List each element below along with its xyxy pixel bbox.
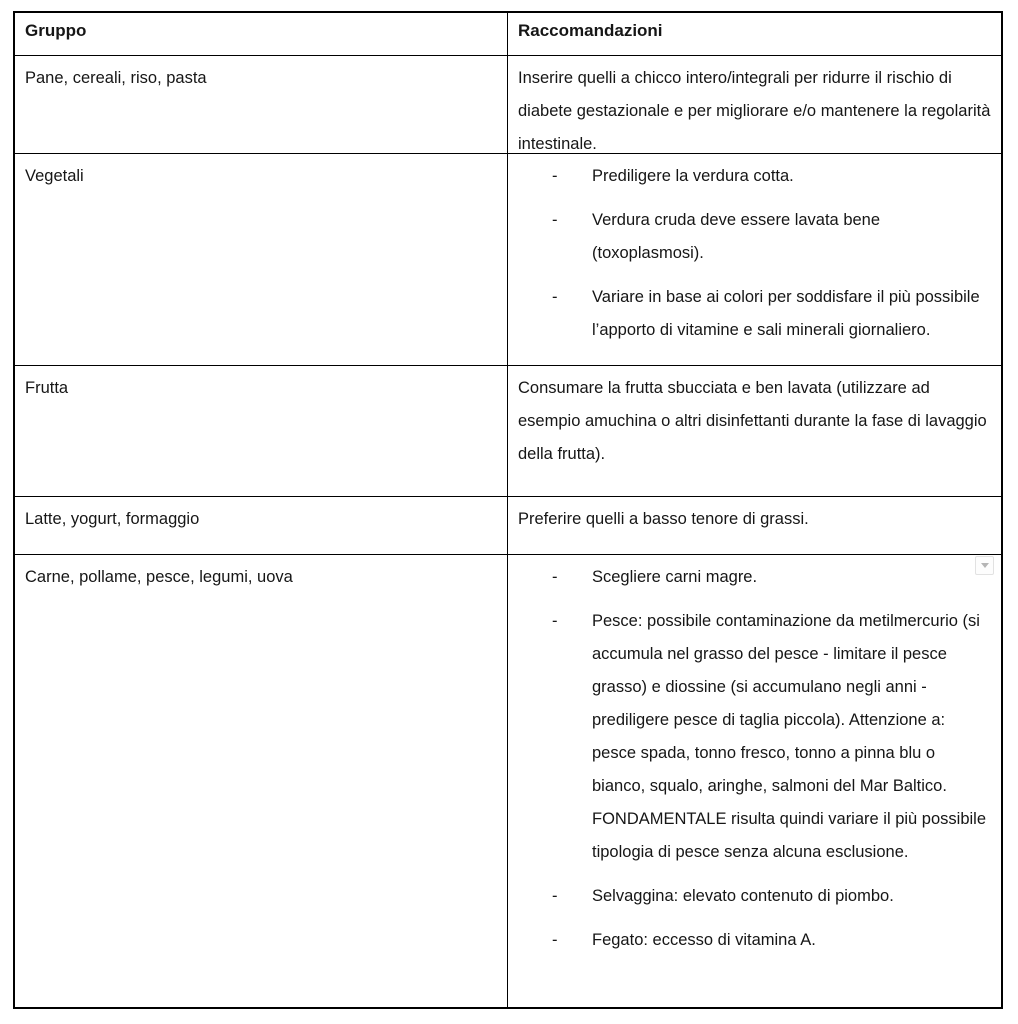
raccomandazioni-cell — [508, 56, 1001, 153]
chevron-down-icon — [981, 563, 989, 568]
bullet-text: Selvaggina: elevato contenuto di piombo. — [592, 887, 894, 905]
table-row-pane-cereali — [15, 55, 1001, 153]
recommendation-text: Preferire quelli a basso tenore di grassi. — [518, 510, 809, 528]
gruppo-cell: Carne, pollame, pesce, legumi, uova — [15, 555, 508, 1007]
raccomandazioni-cell — [508, 366, 1001, 496]
gruppo-cell: Frutta — [15, 366, 508, 496]
table-header-row — [15, 13, 1001, 55]
dash-bullet-marker: - — [552, 568, 558, 586]
dash-bullet-marker: - — [552, 211, 558, 229]
bullet-item — [518, 924, 991, 957]
bullet-text: Verdura cruda deve essere lavata bene (toxoplasmosi). — [592, 211, 881, 262]
recommendation-text: Inserire quelli a chicco intero/integrali per ridurre il rischio di diabete gestazionale e per migliorare e/o mantenere la regolarità intestinale. — [518, 69, 991, 153]
bullet-text: Pesce: possibile contaminazione da metilmercurio (si accumula nel grasso del pesce - limitare il pesce grasso) e diossine (si accumulano negli anni - prediligere pesce di taglia piccola). Attenzione a: pesce spada, tonno fresco, tonno a pinna blu o bianco, squalo, aringhe, salmoni del Mar Baltico. FONDAMENTALE risulta quindi variare il più possibile tipologia di pesce senza alcuna esclusione. — [592, 612, 987, 861]
table-row-latte — [15, 496, 1001, 554]
recommendation-bullet-list — [518, 561, 991, 957]
bullet-item — [518, 281, 991, 347]
food-recommendations-table — [13, 11, 1003, 1009]
column-header-gruppo: Gruppo — [15, 13, 508, 55]
column-header-raccomandazioni: Raccomandazioni — [518, 21, 663, 40]
bullet-item — [518, 561, 991, 594]
bullet-item — [518, 204, 991, 270]
gruppo-cell: Pane, cereali, riso, pasta — [15, 56, 508, 153]
bullet-item — [518, 880, 991, 913]
dash-bullet-marker: - — [552, 167, 558, 185]
dash-bullet-marker: - — [552, 931, 558, 949]
bullet-text: Scegliere carni magre. — [592, 568, 758, 586]
bullet-text: Fegato: eccesso di vitamina A. — [592, 931, 816, 949]
dash-bullet-marker: - — [552, 612, 558, 630]
bullet-item — [518, 160, 991, 193]
bullet-text: Variare in base ai colori per soddisfare il più possibile l’apporto di vitamine e sali minerali giornaliero. — [592, 288, 980, 339]
bullet-item — [518, 605, 991, 869]
table-row-frutta — [15, 365, 1001, 496]
row-dropdown-button[interactable] — [975, 556, 994, 575]
table-row-vegetali — [15, 153, 1001, 365]
bullet-text: Prediligere la verdura cotta. — [592, 167, 794, 185]
dash-bullet-marker: - — [552, 887, 558, 905]
dash-bullet-marker: - — [552, 288, 558, 306]
raccomandazioni-cell — [508, 497, 1001, 554]
table-row-carne — [15, 554, 1001, 1007]
recommendation-bullet-list — [518, 160, 991, 347]
raccomandazioni-cell — [508, 154, 1001, 365]
gruppo-cell: Vegetali — [15, 154, 508, 365]
raccomandazioni-cell — [508, 555, 1001, 1007]
recommendation-text: Consumare la frutta sbucciata e ben lavata (utilizzare ad esempio amuchina o altri disinfettanti durante la fase di lavaggio della frutta). — [518, 379, 987, 463]
gruppo-cell: Latte, yogurt, formaggio — [15, 497, 508, 554]
